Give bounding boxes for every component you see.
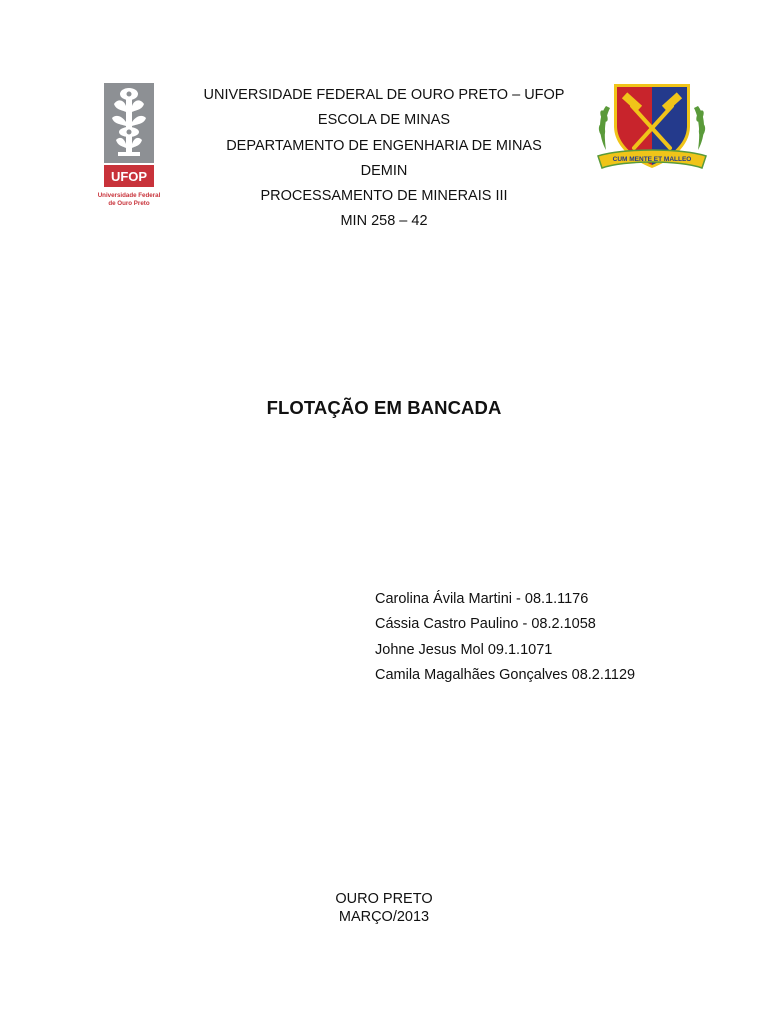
header-course: PROCESSAMENTO DE MINERAIS III	[260, 188, 508, 205]
escola-de-minas-emblem	[592, 76, 712, 180]
header-school: ESCOLA DE MINAS	[317, 112, 451, 129]
ufop-caption-line1: Universidade Federal	[97, 192, 161, 199]
emblem-motto: CUM MENTE ET MALLEO	[612, 156, 692, 163]
author-item: Cássia Castro Paulino - 08.2.1058	[375, 616, 596, 633]
footer-city: OURO PRETO	[335, 891, 433, 907]
ufop-crest-icon	[104, 83, 154, 163]
footer-date: MARÇO/2013	[338, 909, 430, 925]
document-title: FLOTAÇÃO EM BANCADA	[266, 397, 502, 418]
ufop-wordmark: UFOP	[110, 169, 148, 184]
header-department-acronym: DEMIN	[360, 162, 408, 179]
header-university: UNIVERSIDADE FEDERAL DE OURO PRETO – UFOP	[203, 87, 565, 103]
ufop-caption-line2: de Ouro Preto	[108, 200, 150, 207]
institution-header	[168, 83, 600, 235]
document-footer	[0, 890, 768, 926]
author-item: Carolina Ávila Martini - 08.1.1176	[375, 591, 589, 607]
header-department: DEPARTAMENTO DE ENGENHARIA DE MINAS	[226, 137, 542, 154]
author-item: Johne Jesus Mol 09.1.1071	[375, 641, 553, 658]
header-course-code: MIN 258 – 42	[340, 213, 428, 230]
author-item: Camila Magalhães Gonçalves 08.2.1129	[375, 666, 636, 683]
authors-list	[375, 587, 635, 688]
ufop-logo	[96, 82, 162, 210]
